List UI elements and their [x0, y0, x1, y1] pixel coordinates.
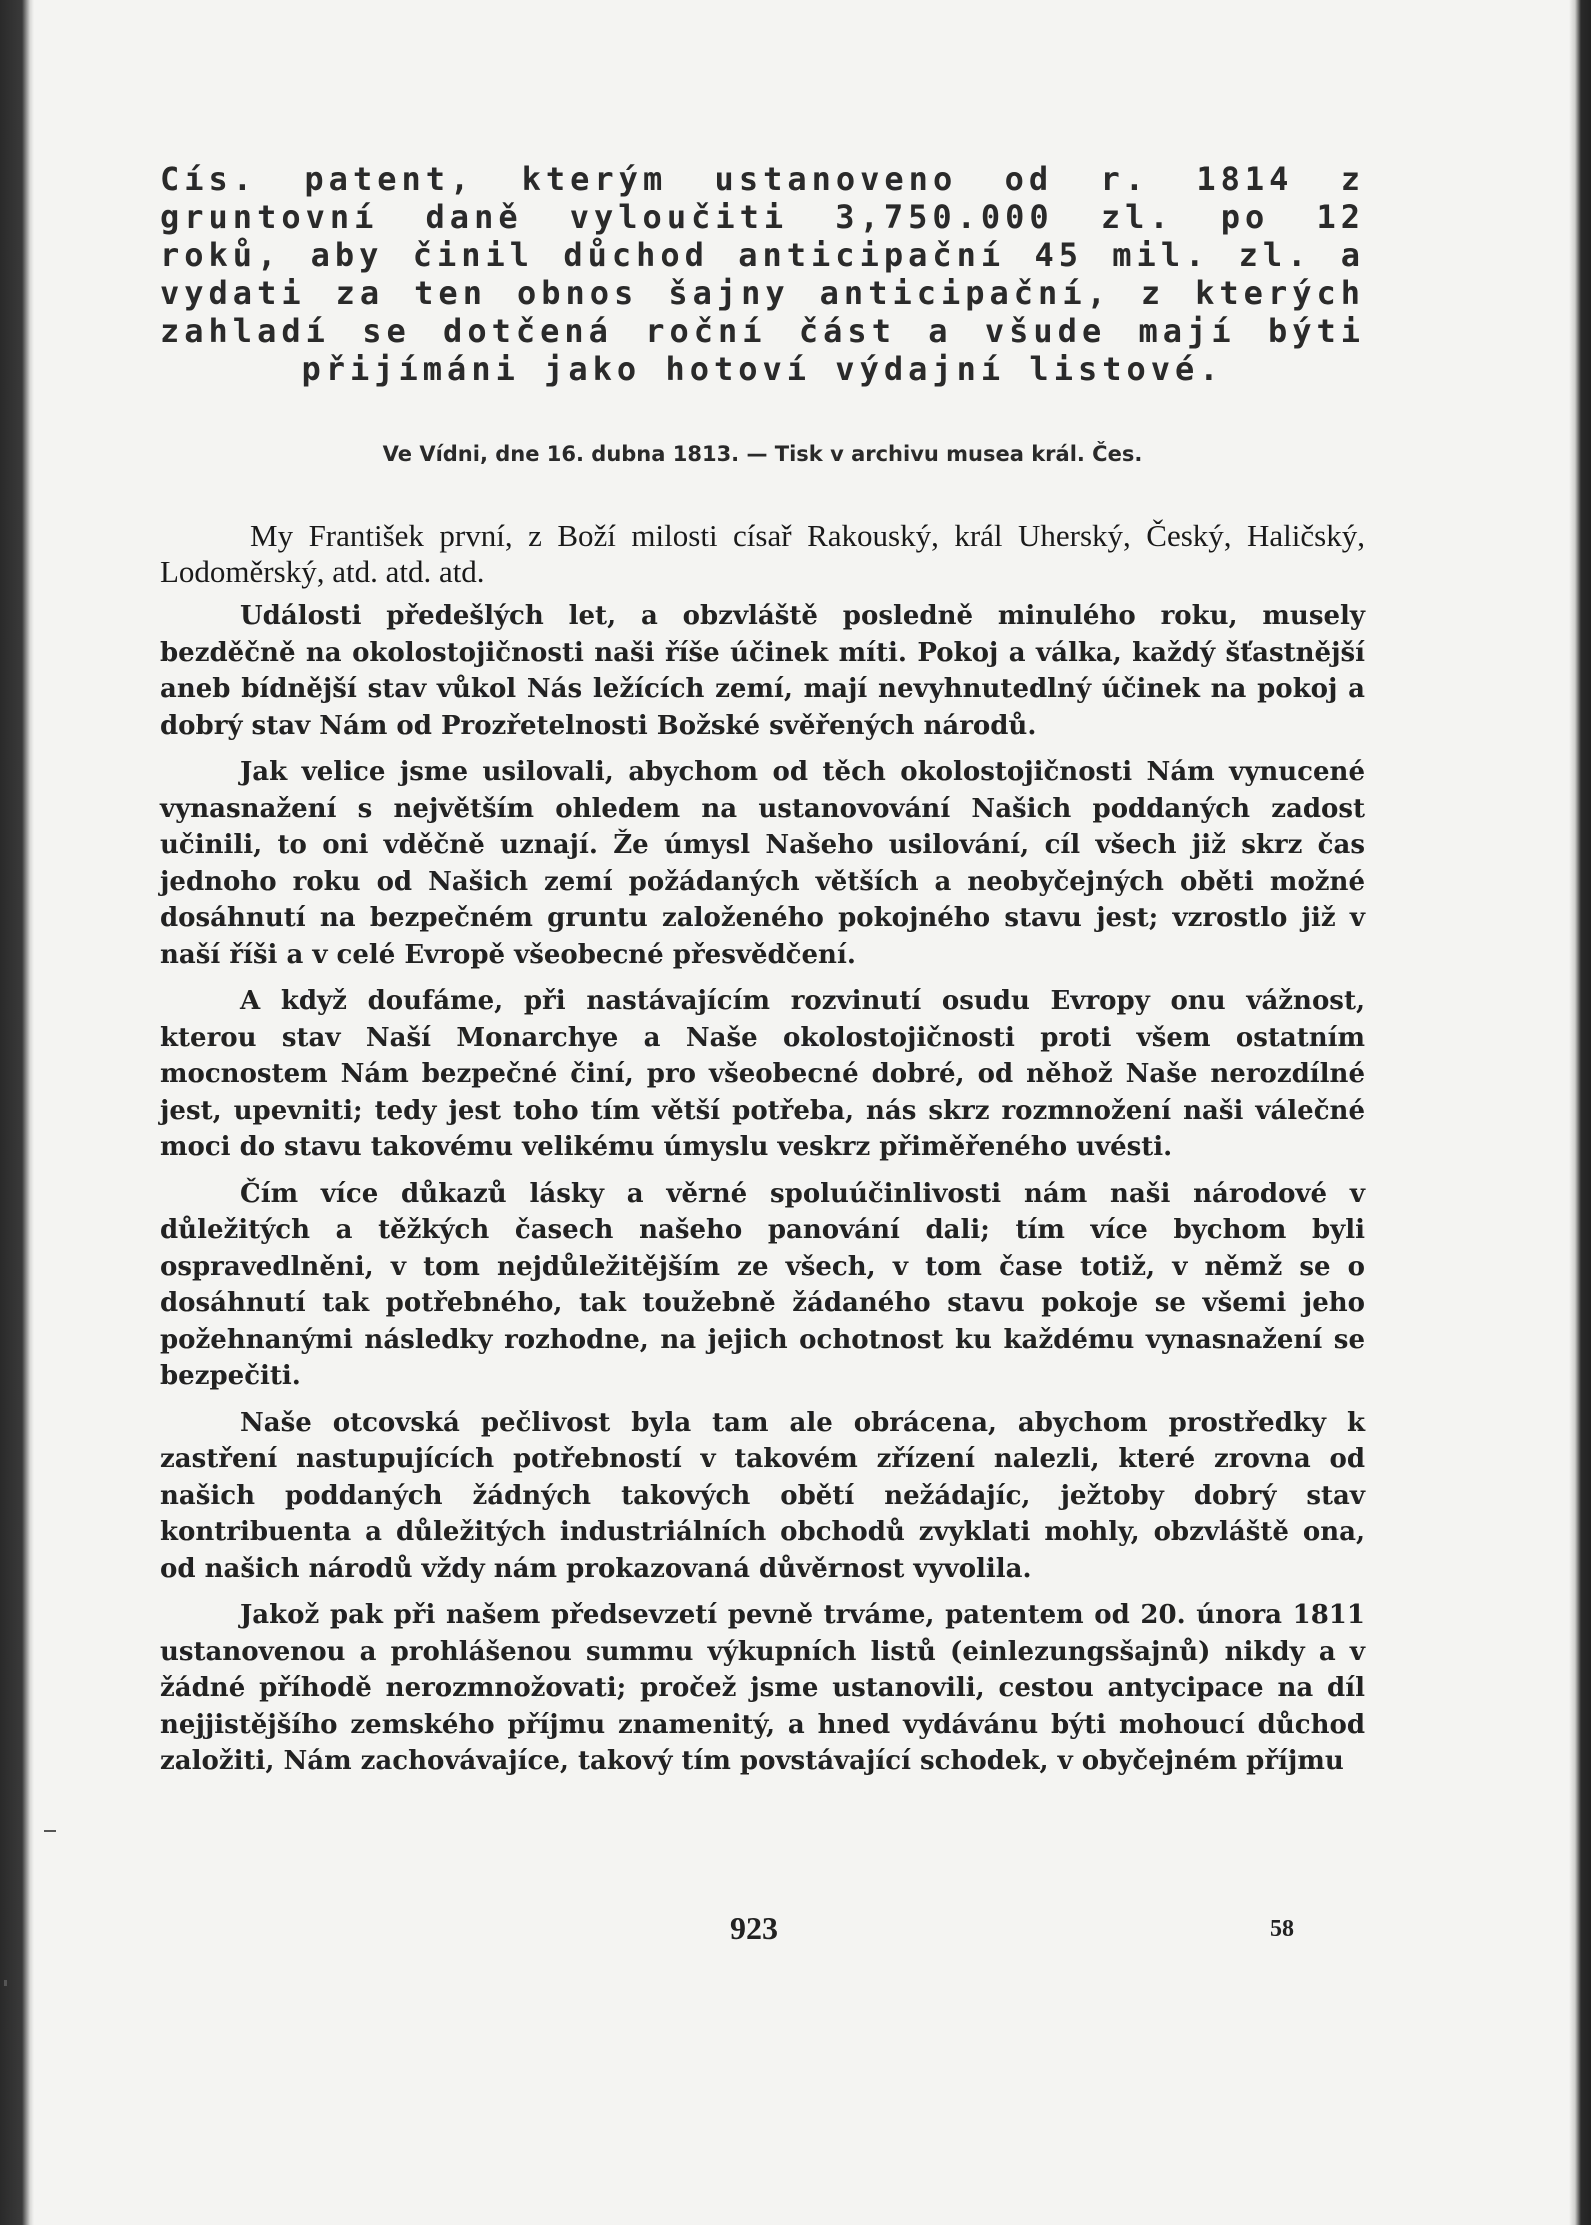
- preamble: My František první, z Boží milosti císař Rakouský, král Uherský, Český, Haličský, Lodoměrský, atd. atd. atd.: [160, 518, 1365, 589]
- margin-mark: [44, 1830, 56, 1832]
- paragraph: Naše otcovská pečlivost byla tam ale obrácena, abychom prostředky k zastření nastupujících potřebností v takovém zřízení nalezli, které zrovna od našich poddaných žádných takových obětí nežádajíc, ježtoby dobrý stav kontribuenta a důležitých industriálních obchodů zvyklati mohly, obzvláště ona, od našich národů vždy nám prokazovaná důvěrnost vyvolila.: [160, 1407, 1365, 1584]
- margin-mark: [4, 1980, 7, 1986]
- paragraph: Jak velice jsme usilovali, abychom od těch okolostojičnosti Nám vynucené vynasnažení s největším ohledem na ustanovování Našich poddaných zadost učinili, to oni vděčně uznají. Že úmysl Našeho usilování, cíl všech již skrz čas jednoho roku od Našich zemí požádaných větších a neobyčejných oběti možné dosáhnutí na bezpečném gruntu založeného pokojného stavu jest; vzrostlo již v naší říši a v celé Evropě všeobecné přesvědčení.: [160, 757, 1365, 970]
- page-number: 923: [730, 1910, 778, 1946]
- book-spine-edge: [0, 0, 34, 2225]
- source-line: Ve Vídni, dne 16. dubna 1813. — Tisk v archivu musea král. Čes.: [382, 442, 1143, 466]
- page-body: [160, 160, 1365, 1780]
- document-heading: Cís. patent, kterým ustanoveno od r. 1814 z gruntovní daně vyloučiti 3,750.000 zl. po 12 roků, aby činil důchod anticipační 45 mil. zl. a vydati za ten obnos šajny anticipační, z kterých zahladí se dotčená roční část a všude mají býti přijímáni jako hotoví výdajní listové.: [160, 160, 1365, 388]
- paragraph: Události předešlých let, a obzvláště posledně minulého roku, musely bezděčně na okolostojičnosti naši říše účinek míti. Pokoj a válka, každý šťastnější aneb bídnější stav vůkol Nás ležících zemí, mají nevyhnutedlný účinek na pokoj a dobrý stav Nám od Prozřetelnosti Božské svěřených národů.: [160, 601, 1365, 741]
- paragraph: Čím více důkazů lásky a věrné spoluúčinlivosti nám naši národové v důležitých a těžkých časech našeho panování dali; tím více bychom byli ospravedlněni, v tom nejdůležitějším ze všech, v tom čase totiž, v němž se o dosáhnutí tak potřebného, tak toužebně žádaného stavu pokoje se všemi jeho požehnanými následky rozhodne, na jejich ochotnost ku každému vynasnažení se bezpečiti.: [160, 1178, 1365, 1391]
- paragraph: A když doufáme, při nastávajícím rozvinutí osudu Evropy onu vážnost, kterou stav Naší Monarchye a Naše okolostojičnosti proti všem ostatním mocnostem Nám bezpečné činí, pro všeobecné dobré, od něhož Naše nerozdílné jest, upevniti; tedy jest toho tím větší potřeba, nás skrz rozmnožení naši válečné moci do stavu takovému velikému úmyslu veskrz přiměřeného uvésti.: [160, 986, 1365, 1162]
- paragraph: Jakož pak při našem předsevzetí pevně trváme, patentem od 20. února 1811 ustanovenou a prohlášenou summu výkupních listů (einlezungsšajnů) nikdy a v žádné příhodě nerozmnožovati; pročež jsme ustanovili, cestou antycipace na díl nejjistějšího zemského příjmu znamenitý, a hned vydávánu býti mohoucí důchod založiti, Nám zachovávajíce, takový tím povstávající schodek, v obyčejném příjmu: [160, 1600, 1365, 1776]
- page-right-edge: [1569, 0, 1591, 2225]
- signature-mark: 58: [1270, 1916, 1294, 1942]
